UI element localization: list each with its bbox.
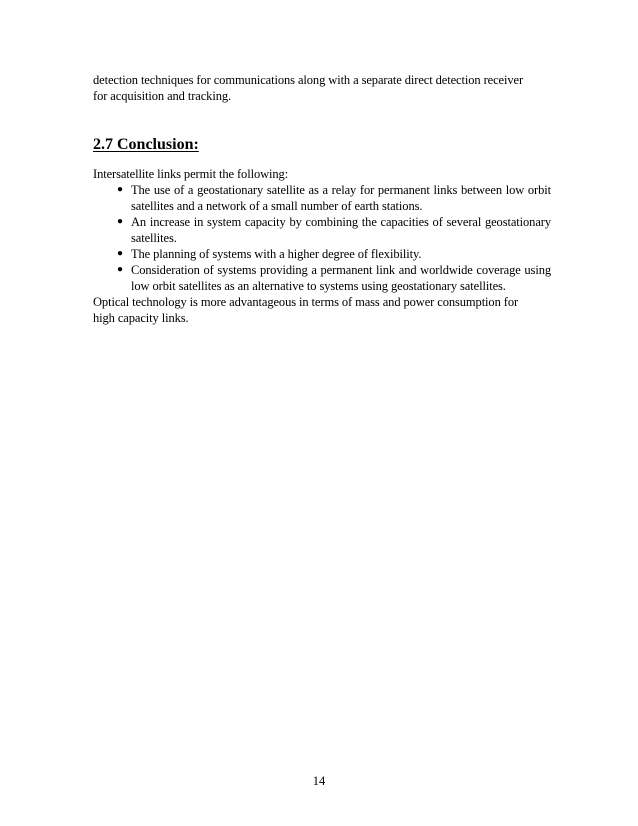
bullet-item [93,214,551,246]
intro-line: detection techniques for communications along with a separate direct detection receiver [93,73,524,87]
closing-line: Optical technology is more advantageous in terms of mass and power consumption for [93,295,519,309]
bullet-text: The planning of systems with a higher degree of flexibility. [131,247,422,261]
bullet-icon: ● [117,216,123,227]
bullet-text: An increase in system capacity by combining the capacities of several geostationary satellites. [131,215,551,245]
intro-line: for acquisition and tracking. [93,89,232,103]
section-heading: 2.7 Conclusion: [93,136,199,153]
bullet-text: Consideration of systems providing a permanent link and worldwide coverage using low orbit satellites as an alternative to systems using geostationary satellites. [131,263,551,293]
page-number: 14 [312,774,326,788]
closing-line: high capacity links. [93,311,189,325]
bullet-item [93,262,551,294]
intro-paragraph [93,72,553,104]
bullet-icon: ● [117,184,123,195]
lead-text: Intersatellite links permit the following: [93,167,289,181]
conclusion-body [93,166,551,326]
bullet-icon: ● [117,248,123,259]
bullet-text: The use of a geostationary satellite as a relay for permanent links between low orbit satellites and a network of a small number of earth stations. [131,183,551,213]
bullet-list [93,182,551,294]
bullet-item [93,246,551,262]
bullet-icon: ● [117,264,123,275]
bullet-item [93,182,551,214]
